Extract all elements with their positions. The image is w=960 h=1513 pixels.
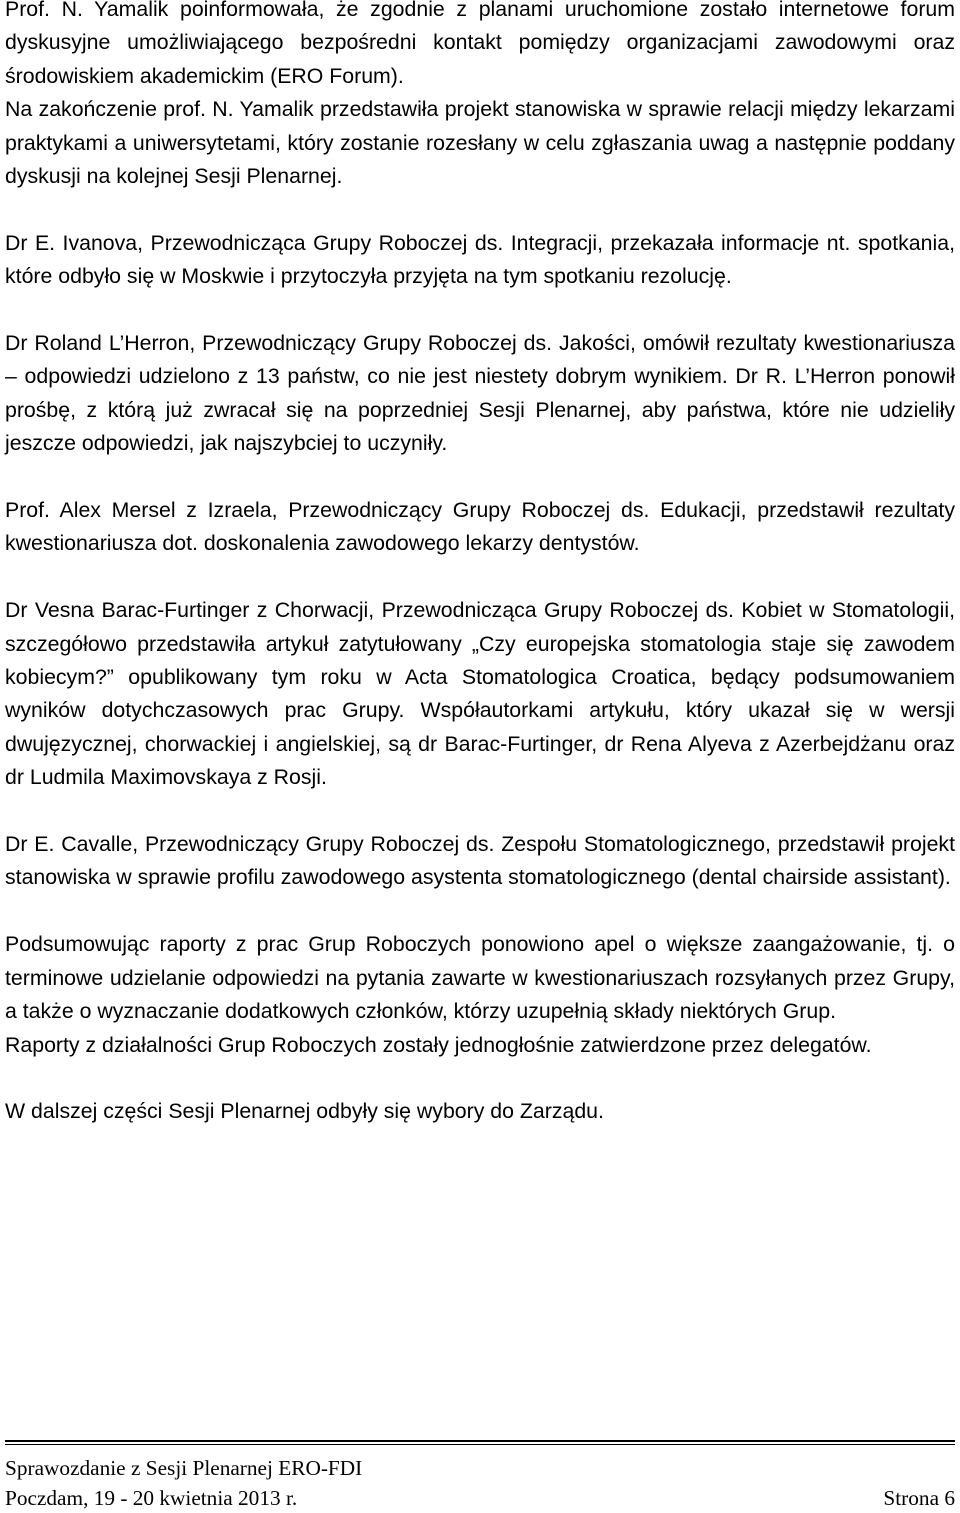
paragraph-quality-group: Dr Roland L’Herron, Przewodniczący Grupy Roboczej ds. Jakości, omówił rezultaty kwestionariusza – odpowiedzi udzielono z 13 państw, co nie jest niestety dobrym wynikiem. Dr R. L’Herron ponowił prośbę, z którą już zwracał się na poprzedniej Sesji Plenarnej, aby państwa, które nie udzieliły jeszcze odpowiedzi, jak najszybciej to uczyniły. — [5, 331, 955, 456]
paragraph-summary-appeal: Podsumowując raporty z prac Grup Roboczych ponowiono apel o większe zaangażowanie, tj. o terminowe udzielanie odpowiedzi na pytania zawarte w kwestionariuszach rozsyłanych przez Grupy, a także o wyznaczanie dodatkowych członków, którzy uzupełnią składy niektórych Grup. — [5, 932, 955, 1024]
paragraph-integration-group: Dr E. Ivanova, Przewodnicząca Grupy Roboczej ds. Integracji, przekazała informacje nt. spotkania, które odbyło się w Moskwie i przytoczyła przyjęta na tym spotkaniu rezolucję. — [5, 230, 955, 289]
footer-divider-thin — [5, 1444, 955, 1445]
paragraph-women-group: Dr Vesna Barac-Furtinger z Chorwacji, Przewodnicząca Grupy Roboczej ds. Kobiet w Stomatologii, szczegółowo przedstawiła artykuł zatytułowany „Czy europejska stomatologia staje się zawodem kobiecym?” opublikowany tym roku w Acta Stomatologica Croatica, będący podsumowaniem wyników dotychczasowych prac Grupy. Współautorkami artykułu, który ukazał się w wersji dwujęzycznej, chorwackiej i angielskiej, są dr Barac-Furtinger, dr Rena Alyeva z Azerbejdżanu oraz dr Ludmila Maximovskaya z Rosji. — [5, 598, 955, 790]
paragraph-elections: W dalszej części Sesji Plenarnej odbyły się wybory do Zarządu. — [5, 1099, 604, 1124]
footer-divider-thick — [5, 1440, 955, 1442]
footer-place-date: Poczdam, 19 - 20 kwietnia 2013 r. — [5, 1486, 298, 1510]
document-body — [5, 0, 955, 1162]
paragraph-position-draft: Na zakończenie prof. N. Yamalik przedstawiła projekt stanowiska w sprawie relacji między lekarzami praktykami a uniwersytetami, który zostanie rozesłany w celu zgłaszania uwag a następnie poddany dyskusji na kolejnej Sesji Plenarnej. — [5, 97, 955, 189]
footer-report-title: Sprawozdanie z Sesji Plenarnej ERO-FDI — [5, 1456, 363, 1480]
paragraph-dental-team-group: Dr E. Cavalle, Przewodniczący Grupy Roboczej ds. Zespołu Stomatologicznego, przedstawił projekt stanowiska w sprawie profilu zawodowego asystenta stomatologicznego (dental chairside assistant). — [5, 832, 955, 890]
paragraph-ero-forum: Prof. N. Yamalik poinformowała, że zgodnie z planami uruchomione zostało internetowe forum dyskusyjne umożliwiającego bezpośredni kontakt pomiędzy organizacjami zawodowymi oraz środowiskiem akademickim (ERO Forum). — [5, 0, 955, 88]
page-footer — [5, 1440, 955, 1513]
paragraph-education-group: Prof. Alex Mersel z Izraela, Przewodniczący Grupy Roboczej ds. Edukacji, przedstawił rezultaty kwestionariusza dot. doskonalenia zawodowego lekarzy dentystów. — [5, 498, 955, 556]
footer-page-number: Strona 6 — [883, 1486, 955, 1510]
footer-meta-row — [5, 1483, 955, 1513]
paragraph-reports-approved: Raporty z działalności Grup Roboczych zostały jednogłośnie zatwierdzone przez delegatów. — [5, 1032, 872, 1057]
